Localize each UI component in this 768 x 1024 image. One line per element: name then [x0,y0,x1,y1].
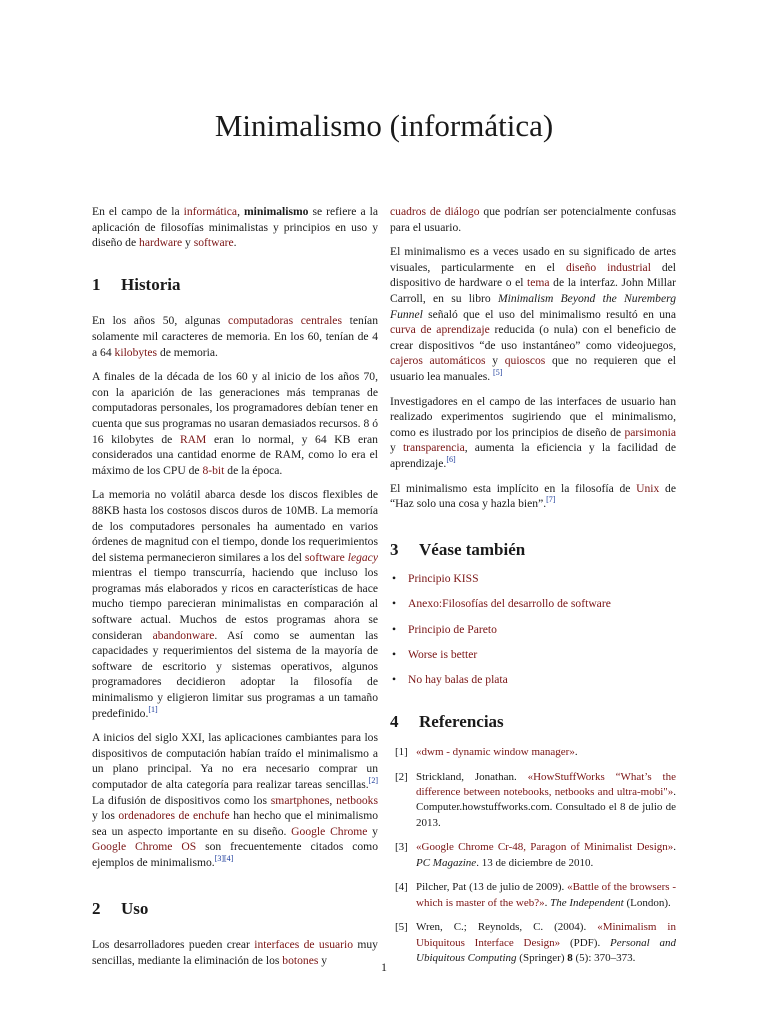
section-title: Historia [121,274,181,294]
right-column [390,204,676,976]
text: y [318,953,328,967]
link-kilobytes[interactable]: kilobytes [114,345,158,359]
text: de “Haz solo una cosa y hazla bien”. [390,481,676,511]
text: . [673,841,676,854]
text: En los años 50, algunas [92,314,229,328]
reference-link[interactable]: «HowStuffWorks “What’s the difference between notebooks, netbooks and ultra-mobi"» [416,771,676,799]
text: y [485,354,505,368]
uso-paragraph-4 [390,481,676,512]
section-title: Uso [121,898,149,918]
section-title: Véase también [419,539,526,559]
text: La difusión de dispositivos como los [92,793,271,807]
text: A inicios del siglo XXI, las aplicaciones cambiantes para los dispositivos de computación habían traído el minimalismo a un plano principal. Ya no era necesario comprar un computador de alta categoría para realizar tareas sencillas. [92,731,378,791]
text: , aumenta la eficiencia y la facilidad de aprendizaje. [390,441,676,470]
section-number: 2 [92,898,101,918]
text: del dispositivo de hardware o el [390,260,677,290]
historia-paragraph-4 [92,730,378,870]
reference-item [390,745,676,760]
link-software[interactable]: software [193,236,234,250]
text: . [574,746,578,759]
reference-link[interactable]: «Google Chrome Cr-48, Paragon of Minimalist Design» [416,841,674,854]
text: Pilcher, Pat (13 de julio de 2009). [416,881,568,894]
uso-paragraph-3 [390,394,676,472]
link-abandonware[interactable]: abandonware [152,628,215,642]
section-number: 4 [390,711,399,731]
text: muy sencillas, mediante la eliminación de los [92,938,378,967]
historia-paragraph-3 [92,487,378,721]
uso-paragraph-1-end [390,204,676,235]
text: (5): 370–373. [572,951,636,964]
link-principio-de-pareto[interactable]: Principio de Pareto [408,622,497,636]
section-heading-historia [92,274,378,294]
text: de memoria. [157,345,218,359]
citation-link[interactable]: [5] [493,368,503,378]
text: . Computer.howstuffworks.com. Consultado el 8 de julio de 2013. [416,786,676,829]
section-heading-referencias [390,711,676,731]
text: y [367,824,378,838]
publication-name: PC Magazine [416,856,477,869]
link-transparencia[interactable]: transparencia [402,441,465,455]
text: (PDF). [560,936,610,949]
text: . 13 de diciembre de 2010. [476,856,594,869]
text: El minimalismo es a veces usado en su significado de artes visuales, particularmente en el [390,245,676,274]
text: Los desarrolladores pueden crear [92,938,255,952]
bold-term: minimalismo [244,205,309,218]
text: tenían solamente mil caracteres de memoria. En los 60, tenían de 4 a 64 [92,314,379,359]
reference-number: [2] [395,771,408,784]
link-text: software [304,550,348,564]
uso-paragraph-2 [390,244,676,384]
citation-link[interactable]: [6] [446,455,456,465]
text: que podrían ser potencialmente confusas para el usuario. [390,205,676,234]
link-botones[interactable]: botones [282,953,319,967]
link-computadoras-centrales[interactable]: computadoras centrales [228,314,342,328]
reference-item [390,880,676,910]
references-list [390,745,676,966]
text: . Así como se aumentan las capacidades y requerimientos del sistema de la mayoría de software de escritorio y sistemas operativos, algunos programadores decidieron adoptar la filosofía de minimalismo y eligieron limitar sus programas a un tamaño predefinido. [92,628,378,720]
reference-number: [1] [395,746,408,759]
link-principio-kiss[interactable]: Principio KISS [408,572,479,586]
text: son frecuentemente citados como ejemplos de minimalismo. [92,840,378,869]
volume-number: 8 [567,951,573,964]
link-tema[interactable]: tema [527,276,550,290]
reference-link[interactable]: «Battle of the browsers - which is master of the web?» [416,881,676,909]
link-parsimonia[interactable]: parsimonia [624,425,676,439]
text: Wren, C.; Reynolds, C. (2004). [416,921,598,934]
text: La memoria no volátil abarca desde los discos flexibles de 88KB hasta los costosos discos duros de 10MB. La memoría de los computadores personales ha aumentado en varios órdenes de magnitud con el tiempo, donde los requerimientos del sistema permanecieron similares a los del [92,488,378,564]
reference-number: [4] [395,881,408,894]
text: que no requieren que el usuario lea manuales. [390,354,676,383]
link-unix[interactable]: Unix [636,481,660,495]
link-text-italic: legacy [347,550,378,564]
list-item [390,647,676,663]
text: (London). [623,896,671,909]
text: y los [92,809,119,823]
publication-name: The Independent [550,896,624,909]
page-number: 1 [381,960,387,974]
link-cuadros-de-dialogo[interactable]: cuadros de diálogo [390,205,480,218]
text: eran lo normal, y 64 KB eran considerados una cantidad enorme de RAM, como lo era el máximo de los CPU de [92,432,378,477]
reference-number: [3] [395,841,408,854]
section-number: 1 [92,274,101,294]
reference-link[interactable]: «dwm - dynamic window manager» [416,746,575,759]
link-anexo-filosofias[interactable]: Anexo:Filosofías del desarrollo de software [408,597,611,611]
reference-number: [5] [395,921,408,934]
section-heading-uso [92,898,378,918]
link-google-chrome-os[interactable]: Google Chrome OS [92,840,197,854]
text: han hecho que el minimalismo sea un aspecto importante en su diseño. [92,809,379,838]
link-no-hay-balas-de-plata[interactable]: No hay balas de plata [408,673,508,687]
link-curva-de-aprendizaje[interactable]: curva de aprendizaje [390,323,490,337]
link-interfaces-de-usuario[interactable]: interfaces de usuario [254,938,354,952]
link-hardware[interactable]: hardware [139,236,183,250]
list-item [390,622,676,638]
reference-link[interactable]: «Minimalism in Ubiquitous Interface Design» [416,921,676,949]
link-informatica[interactable]: informática [183,205,238,218]
link-software-legacy[interactable] [305,551,378,564]
citation-link[interactable]: [7] [546,495,556,505]
text: de la época. [224,463,283,477]
left-column [92,204,378,968]
text: A finales de la década de los 60 y al inicio de los años 70, con la aparición de las generaciones más tempranas de computadoras personales, los programadores debían tener en cuenta que sus programas no usaran demasiados recursos. 8 ó 16 kilobytes de [92,370,378,446]
list-item [390,672,676,688]
text: . [233,236,237,250]
text: Strickland, Jonathan. [416,771,528,784]
text: reducida (o nula) con el beneficio de crear dispositivos “de uso instantáneo” como videojuegos, [390,323,677,352]
section-title: Referencias [419,711,504,731]
text: , [237,205,245,218]
reference-item [390,840,676,870]
intro-paragraph [92,204,378,251]
citation-link[interactable]: [3][4] [214,854,234,864]
list-item [390,571,676,587]
link-quioscos[interactable]: quioscos [504,354,546,368]
publication-name: Personal and Ubiquitous Computing [416,936,676,964]
section-heading-vease-tambien [390,539,676,559]
historia-paragraph-2 [92,369,378,478]
book-title: Minimalism Beyond the Nuremberg Funnel [390,291,676,321]
link-8-bit[interactable]: 8-bit [202,463,225,477]
text: y [182,236,194,250]
link-google-chrome[interactable]: Google Chrome [291,824,368,838]
list-item [390,596,676,612]
citation-link[interactable]: [2] [368,776,378,786]
link-ordenadores-de-enchufe[interactable]: ordenadores de enchufe [118,809,230,823]
see-also-list [390,571,676,687]
citation-link[interactable]: [1] [148,704,158,714]
link-cajeros-automaticos[interactable]: cajeros automáticos [390,354,486,368]
link-smartphones[interactable]: smartphones [270,793,330,807]
text: En el campo de la [92,205,184,218]
text: mientras el tiempo transcurría, haciendo que incluso los programas más elaborados y ricos en características de hace mucho tiempo parecieran minimalistas en comparación al software actual. Muchos de estos programas ahora se consideran [92,566,378,642]
text: se refiere a la aplicación de filosofías minimalistas y principios en uso y diseño de [92,205,378,250]
text: El minimalismo esta implícito en la filosofía de [390,481,637,495]
link-worse-is-better[interactable]: Worse is better [408,647,478,661]
text: señaló que el uso del minimalismo resultó en una [422,307,676,321]
link-diseno-industrial[interactable]: diseño industrial [565,260,651,274]
historia-paragraph-1 [92,313,378,360]
text: , [329,793,337,807]
text: Investigadores en el campo de las interfaces de usuario han realizado experimentos sugiriendo que el minimalismo, como es ilustrado por los principios de diseño de [390,394,676,439]
page-title: Minimalismo (informática) [214,108,554,143]
text: y [390,441,403,455]
link-ram[interactable]: RAM [179,432,207,446]
reference-item [390,770,676,831]
text: (Springer) [516,951,568,964]
text: . [544,896,551,909]
text: de la interfaz. John Millar Carroll, en su libro [390,276,676,305]
link-netbooks[interactable]: netbooks [336,793,378,807]
section-number: 3 [390,539,399,559]
